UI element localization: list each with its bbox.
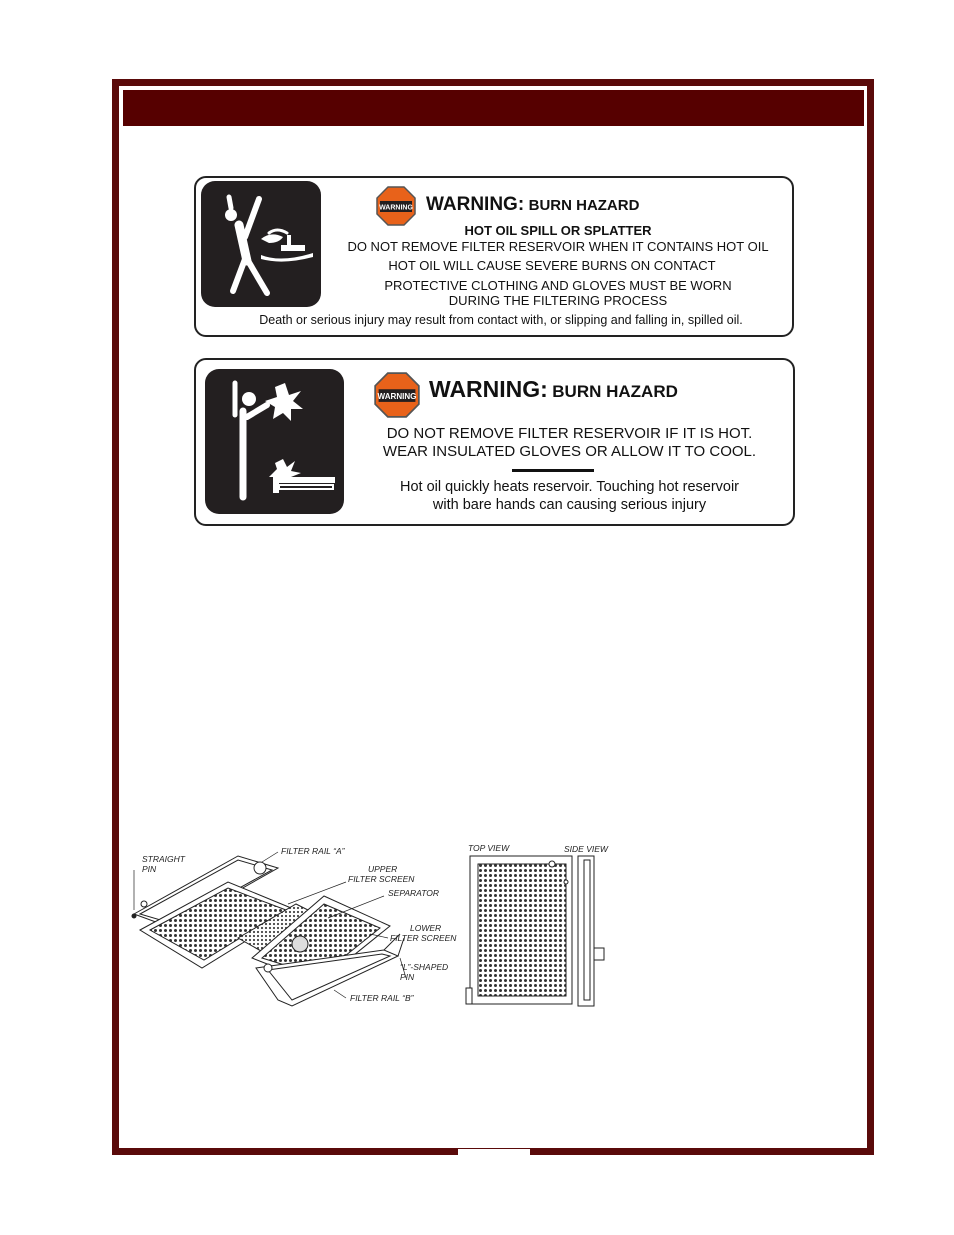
label-filter-rail-a: FILTER RAIL “A”: [281, 846, 345, 856]
warning-footer: Death or serious injury may result from contact with, or slipping and falling in, spilled oil.: [259, 313, 743, 327]
hazard-type: BURN HAZARD: [552, 382, 678, 401]
warning-line: PROTECTIVE CLOTHING AND GLOVES MUST BE WORN: [384, 278, 732, 293]
warning-note: Hot oil quickly heats reservoir. Touching hot reservoir: [399, 479, 740, 495]
warning-line: DO NOT REMOVE FILTER RESERVOIR WHEN IT CONTAINS HOT OIL: [347, 239, 769, 254]
label-lower-filter-screen: FILTER SCREEN: [390, 933, 457, 943]
section-header-bar: [123, 90, 864, 126]
warning-title: [429, 376, 678, 403]
warning-note: with bare hands can causing serious injury: [432, 497, 707, 513]
label-straight-pin: PIN: [142, 864, 157, 874]
top-view: [466, 856, 572, 1004]
label-separator: SEPARATOR: [388, 888, 440, 898]
label-upper-filter-screen: UPPER: [368, 864, 398, 874]
warning-label: WARNING:: [426, 194, 525, 215]
filter-assembly-diagram: [128, 838, 628, 1018]
warning-title: [426, 194, 639, 216]
warning-octagon-text: WARNING: [377, 392, 417, 402]
filter-rail-knob: [254, 862, 266, 874]
warning-label: WARNING:: [429, 376, 548, 402]
warning-line: DO NOT REMOVE FILTER RESERVOIR IF IT IS HOT.: [386, 425, 753, 442]
warning-line: DURING THE FILTERING PROCESS: [448, 293, 668, 308]
warning-octagon-icon: [376, 186, 416, 226]
label-filter-rail-b: FILTER RAIL “B”: [350, 993, 414, 1003]
label-l-shaped-pin: PIN: [400, 972, 415, 982]
label-side-view: SIDE VIEW: [564, 844, 608, 854]
slip-fall-pictogram-icon: [201, 181, 321, 307]
label-upper-filter-screen: FILTER SCREEN: [348, 874, 415, 884]
warning-headline: HOT OIL SPILL OR SPLATTER: [464, 223, 652, 238]
divider: [512, 469, 594, 472]
label-lower-filter-screen: LOWER: [410, 923, 442, 933]
label-l-shaped-pin: “L”-SHAPED: [400, 962, 449, 972]
hazard-type: BURN HAZARD: [528, 197, 640, 214]
label-top-view: TOP VIEW: [468, 843, 510, 853]
hot-surface-pictogram-icon: [205, 369, 344, 514]
warning-octagon-text: WARNING: [379, 204, 413, 212]
warning-octagon-icon: [374, 372, 420, 418]
label-straight-pin: STRAIGHT: [142, 854, 185, 864]
page-number-gap: [458, 1149, 530, 1161]
warning-line: WEAR INSULATED GLOVES OR ALLOW IT TO COOL.: [382, 443, 757, 460]
warning-line: HOT OIL WILL CAUSE SEVERE BURNS ON CONTACT: [388, 258, 716, 273]
